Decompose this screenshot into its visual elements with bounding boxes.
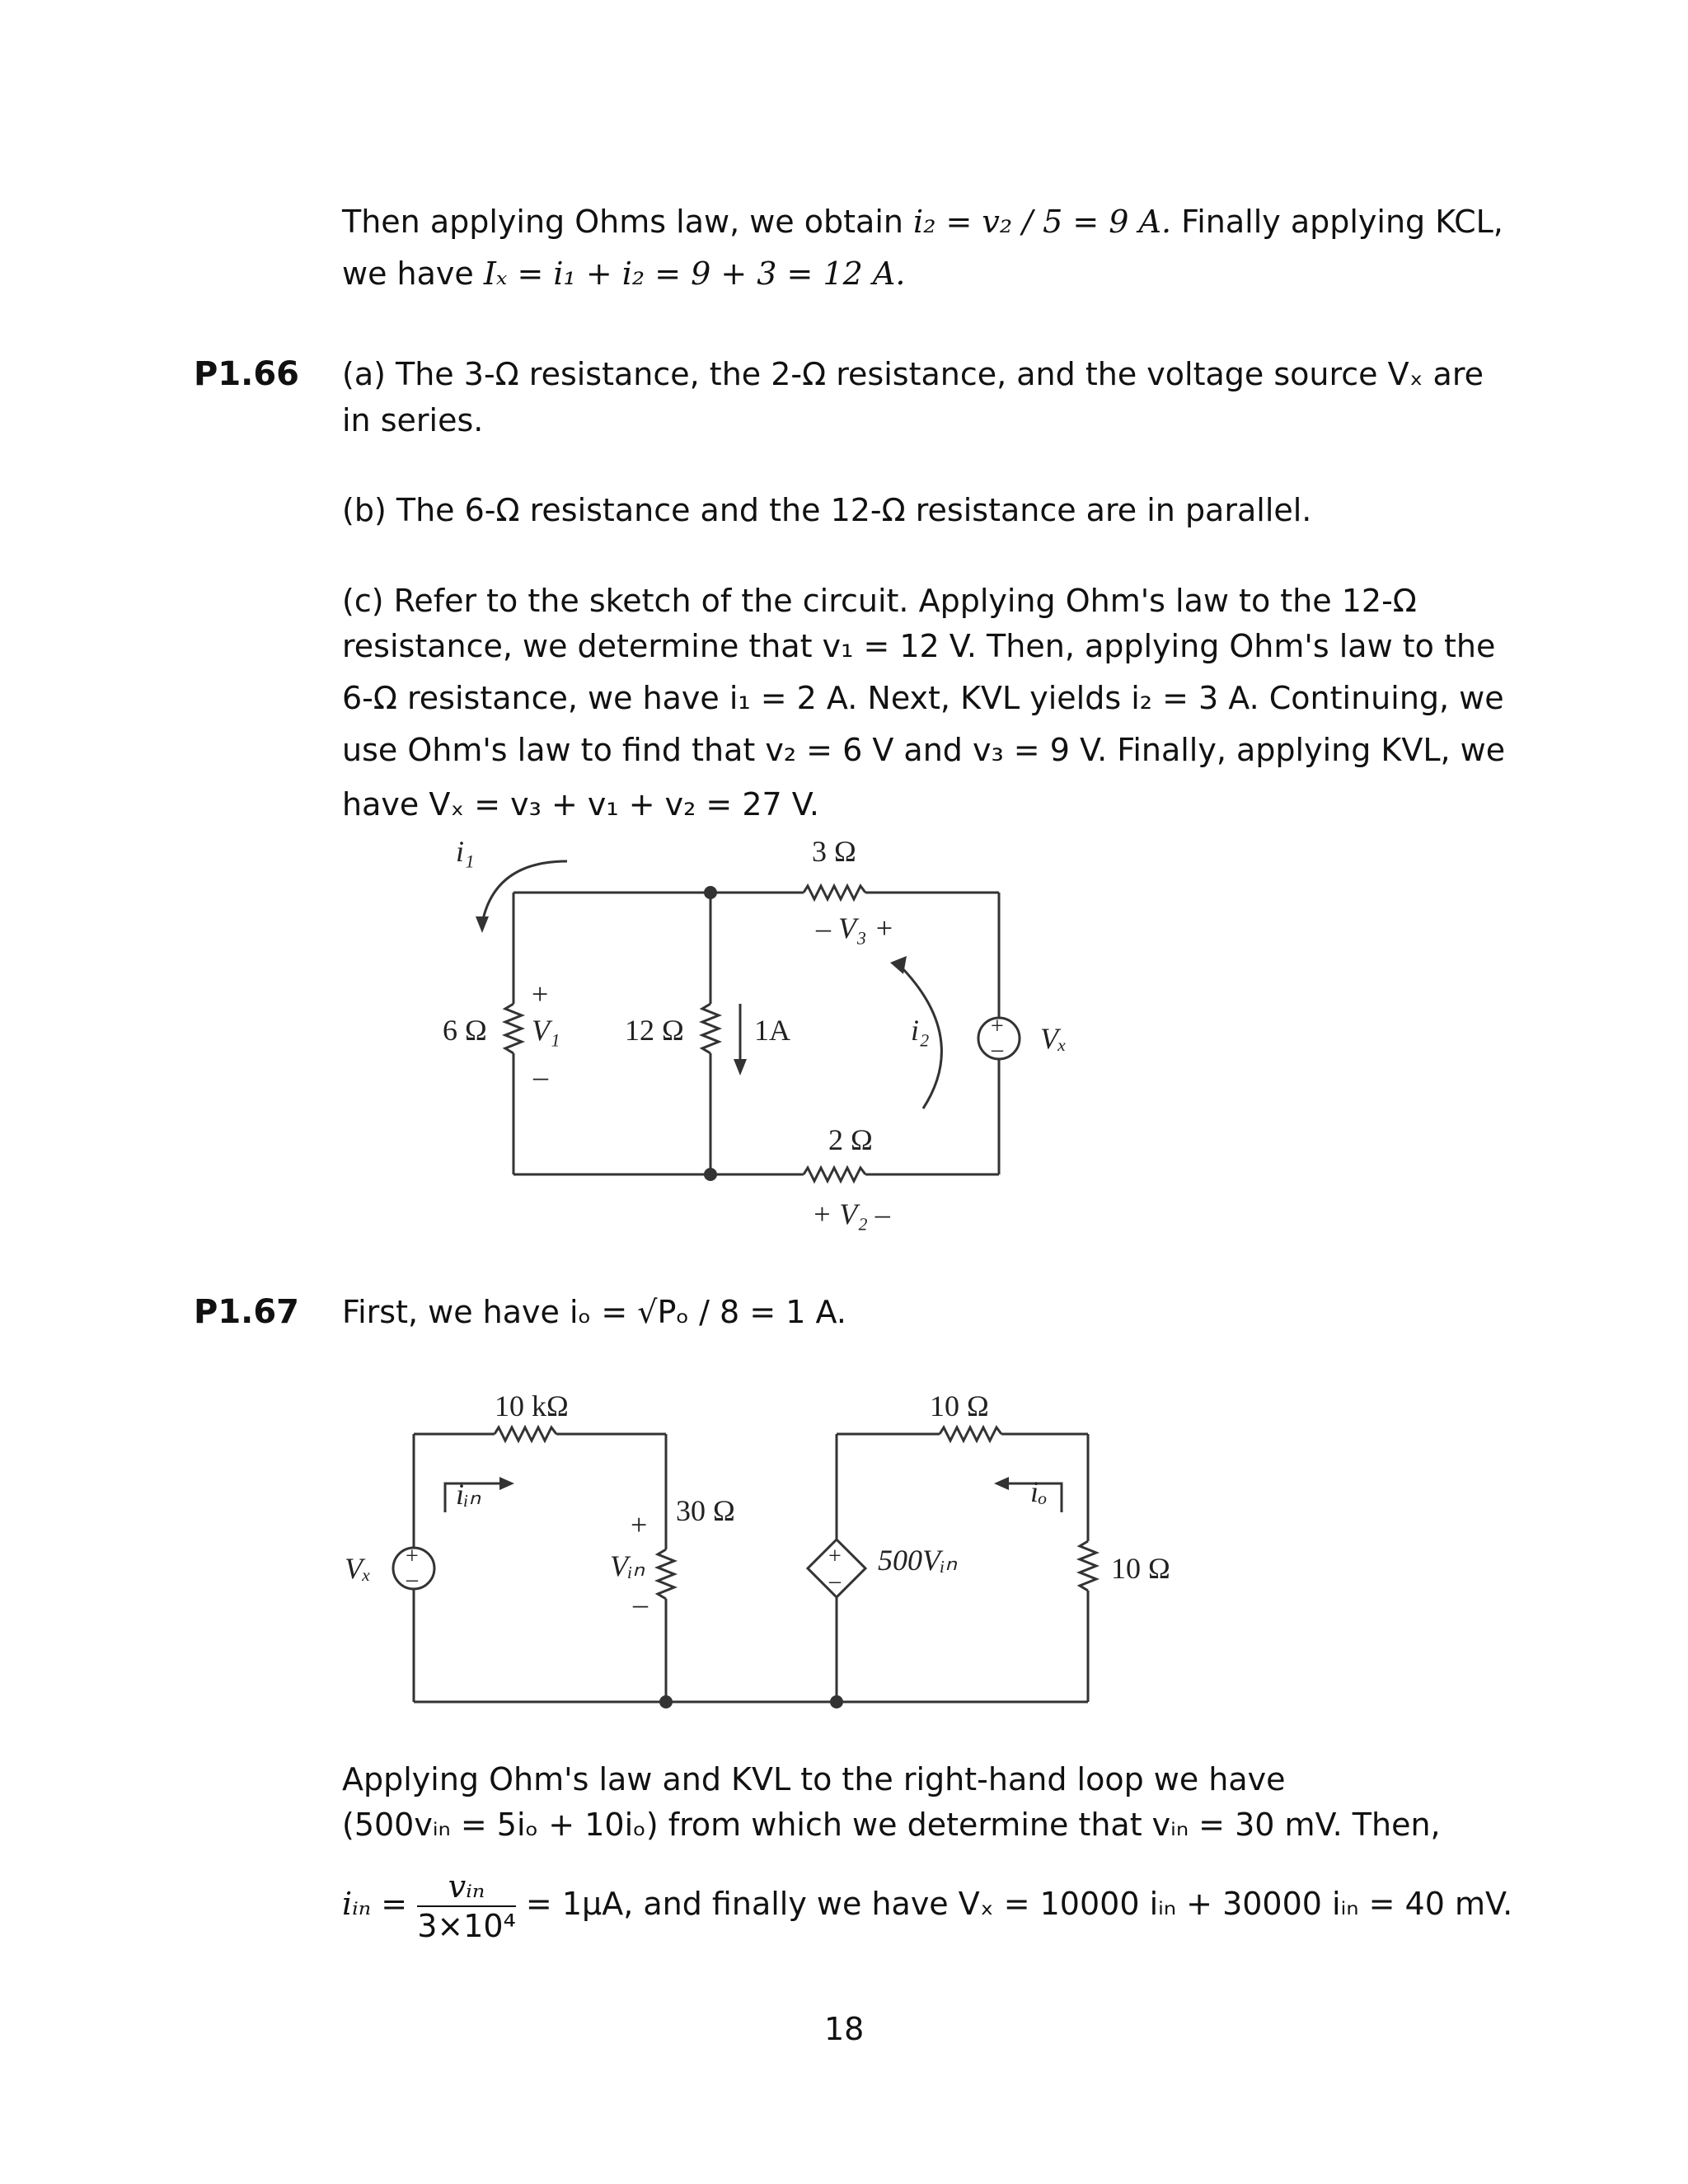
fraction-denominator: 3×10⁴ (417, 1907, 516, 1944)
intro-line-2: we have Iₓ = i₁ + i₂ = 9 + 3 = 12 A. (342, 255, 906, 292)
label-v1-plus: + (532, 977, 549, 1010)
label-vin-minus: – (633, 1587, 648, 1620)
intro-eq-ix: Iₓ = i₁ + i₂ = 9 + 3 = 12 A. (483, 255, 906, 292)
fraction-rest: = 1μA, and finally we have Vₓ = 10000 iᵢₙ + 30000 iᵢₙ = 40 mV. (525, 1886, 1513, 1922)
page-number: 18 (824, 2011, 865, 2047)
p167-first-line: First, we have iₒ = √Pₒ / 8 = 1 A. (342, 1294, 846, 1330)
p167-text-line1: Applying Ohm's law and KVL to the right-hand loop we have (342, 1761, 1286, 1797)
label-vx: Vₓ (345, 1552, 372, 1585)
label-io: iₒ (1030, 1475, 1048, 1508)
label-i1: i₁ (456, 835, 475, 868)
label-i2: i₂ (911, 1014, 930, 1047)
label-v2: + V₂ – (812, 1197, 890, 1230)
intro-line-1: Then applying Ohms law, we obtain i₂ = v₂ / 5 = 9 A. Finally applying KCL, (342, 204, 1503, 240)
fraction-numerator: vᵢₙ (417, 1868, 516, 1907)
source-minus: – (406, 1567, 418, 1592)
label-vx: Vₓ (1040, 1022, 1067, 1055)
problem-number-p166: P1.66 (194, 355, 300, 393)
p166-c-line3: 6-Ω resistance, we have i₁ = 2 A. Next, KVL yields i₂ = 3 A. Continuing, we (342, 680, 1504, 716)
source-minus: – (992, 1037, 1003, 1062)
label-v1: V₁ (532, 1014, 560, 1047)
label-v1-minus: – (533, 1060, 548, 1093)
p166-b: (b) The 6-Ω resistance and the 12-Ω resistance are in parallel. (342, 492, 1312, 528)
p166-c-line2: resistance, we determine that v₁ = 12 V. Then, applying Ohm's law to the (342, 628, 1496, 664)
p166-a-line2: in series. (342, 402, 484, 438)
label-r30: 30 Ω (676, 1494, 735, 1527)
p166-c-line1: (c) Refer to the sketch of the circuit. Applying Ohm's law to the 12-Ω (342, 583, 1417, 619)
fraction-lhs: iᵢₙ = (342, 1886, 408, 1922)
label-v3: – V₃ + (816, 912, 894, 944)
label-r12: 12 Ω (625, 1014, 684, 1047)
label-r10-top: 10 Ω (930, 1390, 989, 1422)
label-1a: 1A (754, 1014, 790, 1047)
p166-a-line1: (a) The 3-Ω resistance, the 2-Ω resistance, and the voltage source Vₓ are (342, 356, 1484, 392)
source-plus: + (406, 1544, 419, 1569)
label-dep-source: 500Vᵢₙ (878, 1544, 958, 1577)
dep-plus: + (828, 1544, 842, 1569)
p166-c-line4: use Ohm's law to find that v₂ = 6 V and v₃ = 9 V. Finally, applying KVL, we (342, 732, 1506, 768)
label-r6: 6 Ω (443, 1014, 487, 1047)
dep-minus: – (829, 1568, 841, 1594)
label-r10k: 10 kΩ (495, 1390, 569, 1422)
label-vin: Vᵢₙ (610, 1549, 645, 1582)
p166-c-line5: have Vₓ = v₃ + v₁ + v₂ = 27 V. (342, 786, 819, 823)
label-r3: 3 Ω (812, 835, 856, 868)
label-iin: iᵢₙ (456, 1478, 481, 1511)
problem-number-p167: P1.67 (194, 1293, 300, 1331)
p167-text-line2: (500vᵢₙ = 5iₒ + 10iₒ) from which we determine that vᵢₙ = 30 mV. Then, (342, 1807, 1441, 1843)
label-r2: 2 Ω (828, 1123, 873, 1156)
intro-eq-i2: i₂ = v₂ / 5 = 9 A. (913, 204, 1172, 240)
fraction (417, 1868, 516, 1945)
label-r10-right: 10 Ω (1111, 1552, 1170, 1585)
label-vin-plus: + (631, 1508, 648, 1541)
p167-fraction-line (342, 1864, 1512, 1945)
source-plus: + (991, 1014, 1004, 1039)
